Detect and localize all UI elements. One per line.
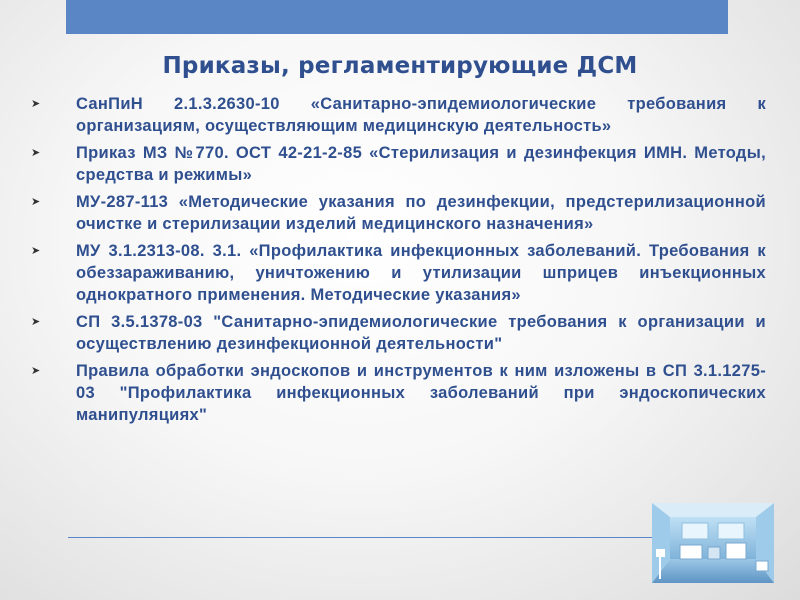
arrowhead-bullet-icon: ➤ xyxy=(31,195,41,208)
list-item xyxy=(30,311,766,355)
arrowhead-bullet-icon: ➤ xyxy=(31,244,41,257)
list-item-text: МУ 3.1.2313-08. 3.1. «Профилактика инфекционных заболеваний. Требования к обеззараживанию, уничтожению и утилизации шприцев инъекционных однократного применения. Методические указания» xyxy=(76,242,766,304)
list-item-text: Правила обработки эндоскопов и инструментов к ним изложены в СП 3.1.1275-03 "Профилактика инфекционных заболеваний при эндоскопических манипуляциях" xyxy=(76,362,766,424)
underline-rule xyxy=(68,537,668,538)
list-item xyxy=(30,360,766,426)
arrowhead-bullet-icon: ➤ xyxy=(31,364,41,377)
list-item xyxy=(30,240,766,306)
list-item-text: СП 3.5.1378-03 "Санитарно-эпидемиологические требования к организации и осуществлению дезинфекционной деятельности" xyxy=(76,313,766,353)
medical-room-icon xyxy=(652,503,774,583)
list-item-text: МУ-287-113 «Методические указания по дезинфекции, предстерилизационной очистке и стерилизации изделий медицинского назначения» xyxy=(76,193,766,233)
list-item xyxy=(30,142,766,186)
list-item xyxy=(30,93,766,137)
list-item-text: СанПиН 2.1.3.2630-10 «Санитарно-эпидемиологические требования к организациям, осуществляющим медицинскую деятельность» xyxy=(76,95,766,135)
list-item xyxy=(30,191,766,235)
arrowhead-bullet-icon: ➤ xyxy=(31,146,41,159)
top-banner xyxy=(66,0,728,34)
arrowhead-bullet-icon: ➤ xyxy=(31,315,41,328)
list-item-text: Приказ МЗ №770. ОСТ 42-21-2-85 «Стерилизация и дезинфекция ИМН. Методы, средства и режимы» xyxy=(76,144,766,184)
arrowhead-bullet-icon: ➤ xyxy=(31,97,41,110)
slide-title: Приказы, регламентирующие ДСМ xyxy=(162,53,638,79)
document-list xyxy=(30,93,766,431)
